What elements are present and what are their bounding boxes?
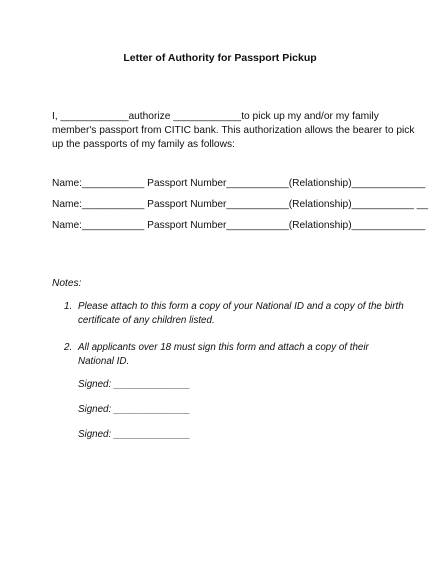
document-title: Letter of Authority for Passport Pickup [123,52,317,64]
intro-line: up the passports of my family as follows: [52,139,235,150]
intro-line: member's passport from CITIC bank. This authorization allows the bearer to pick [52,125,415,136]
signature-line: Signed: ______________ [78,429,191,440]
note-number: 1. [64,301,73,312]
note-text-line: certificate of any children listed. [78,315,215,326]
note-text [78,300,404,328]
signature-line: Signed: ______________ [78,404,191,415]
note-item [64,300,404,328]
family-member-row: Name:___________ Passport Number___________(Relationship)___________ __ [52,199,429,210]
note-text-line: Please attach to this form a copy of your National ID and a copy of the birth [78,301,404,312]
signature-line: Signed: ______________ [78,379,191,390]
note-text [78,341,394,369]
family-member-row: Name:___________ Passport Number___________(Relationship)_____________ [52,178,426,189]
intro-line: I, ____________authorize ____________to pick up my and/or my family [52,111,379,122]
note-text-line: National ID. [78,356,130,367]
notes-heading: Notes: [52,278,82,289]
intro-paragraph [52,110,415,152]
note-text-line: All applicants over 18 must sign this form and attach a copy of their [78,342,369,353]
note-number: 2. [64,342,73,353]
family-member-row: Name:___________ Passport Number___________(Relationship)_____________ [52,220,426,231]
note-item [64,341,394,369]
